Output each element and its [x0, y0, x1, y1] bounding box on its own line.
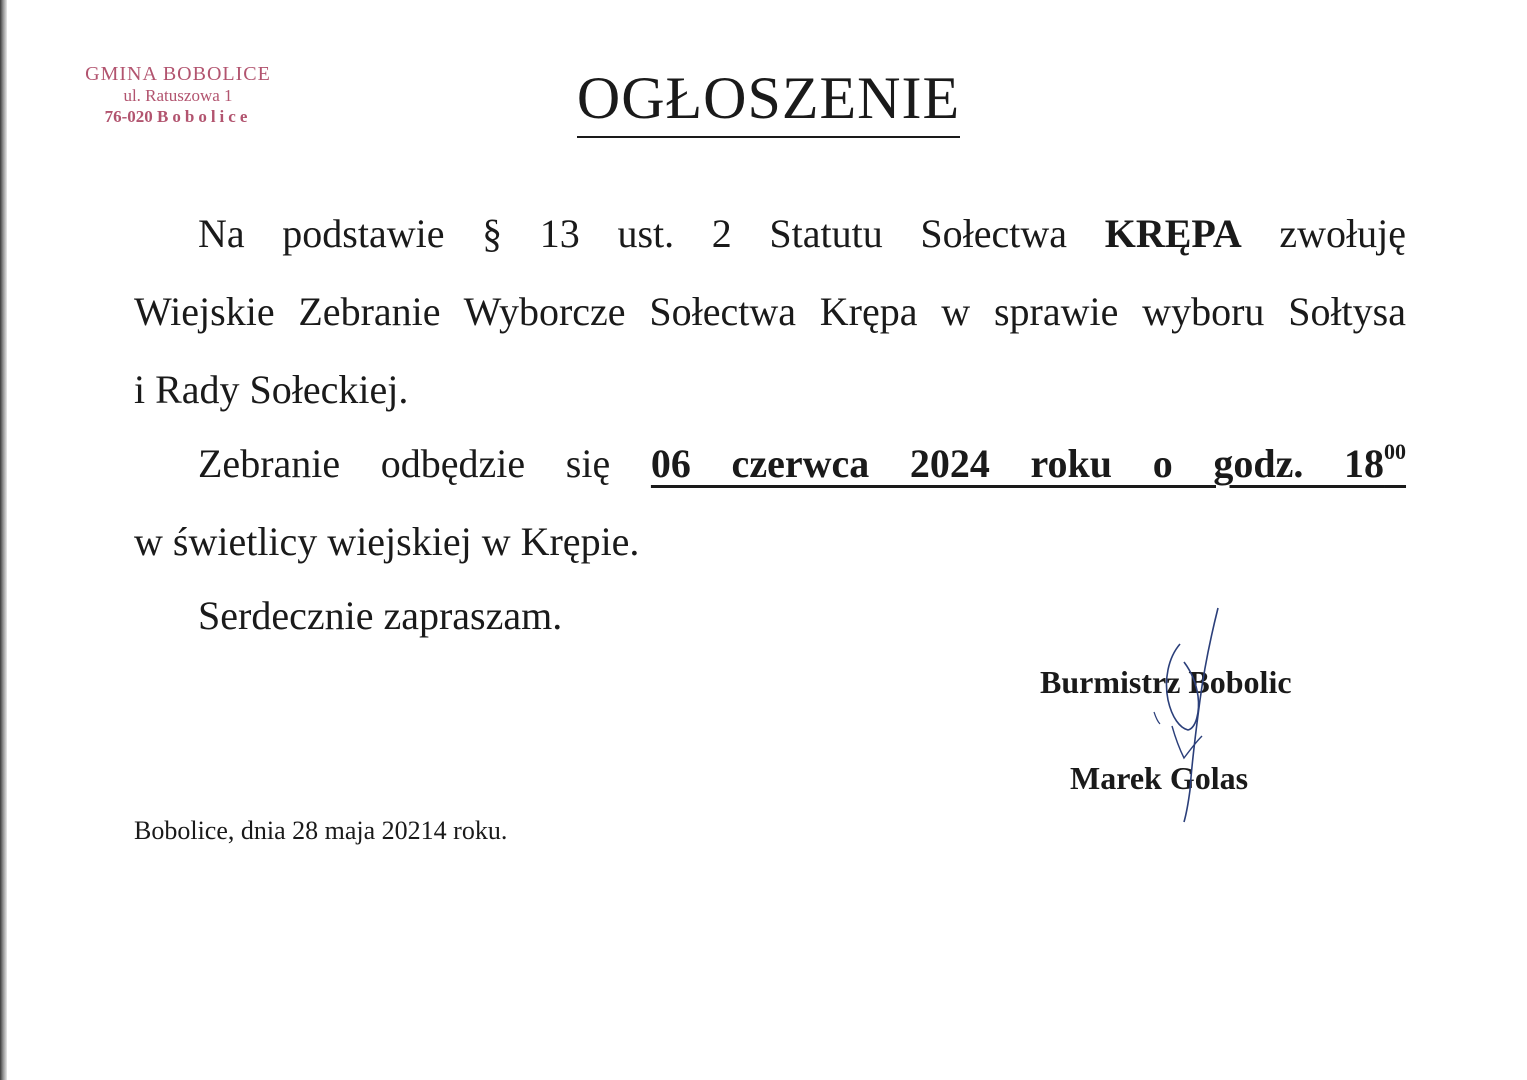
village-name: KRĘPA	[1104, 211, 1242, 256]
body-line-1-end: zwołuję	[1241, 211, 1407, 256]
stamp-city: Bobolice	[157, 107, 252, 126]
place-and-date: Bobolice, dnia 28 maja 20214 roku.	[134, 816, 508, 845]
body-line-3: i Rady Sołeckiej.	[134, 367, 409, 412]
signatory-title: Burmistrz Bobolic	[1040, 664, 1292, 700]
stamp-line-2: ul. Ratuszowa 1	[123, 86, 233, 105]
body-line-5: w świetlicy wiejskiej w Krępie.	[134, 519, 640, 564]
body-line-4	[198, 440, 1406, 488]
scan-edge	[0, 0, 7, 1080]
announcement-title-wrap	[0, 62, 1527, 138]
body-line-2: Wiejskie Zebranie Wyborcze Sołectwa Krępa w sprawie wyboru Sołtysa	[134, 289, 1406, 334]
meeting-time-minutes: 00	[1384, 439, 1407, 464]
body-line-1	[198, 210, 1406, 258]
meeting-intro: Zebranie odbędzie się	[198, 441, 651, 486]
signatory-name: Marek Golas	[1070, 760, 1249, 796]
stamp-postcode: 76-020	[104, 107, 153, 126]
meeting-date-text: 06 czerwca 2024 roku o godz. 18	[650, 441, 1385, 486]
announcement-title: OGŁOSZENIE	[577, 62, 960, 138]
stamp-line-1: GMINA BOBOLICE	[85, 63, 271, 85]
invitation-line: Serdecznie zapraszam.	[198, 593, 563, 638]
body-line-1-start: Na podstawie § 13 ust. 2 Statutu Sołectwa	[198, 211, 1105, 256]
meeting-date	[651, 441, 1406, 486]
